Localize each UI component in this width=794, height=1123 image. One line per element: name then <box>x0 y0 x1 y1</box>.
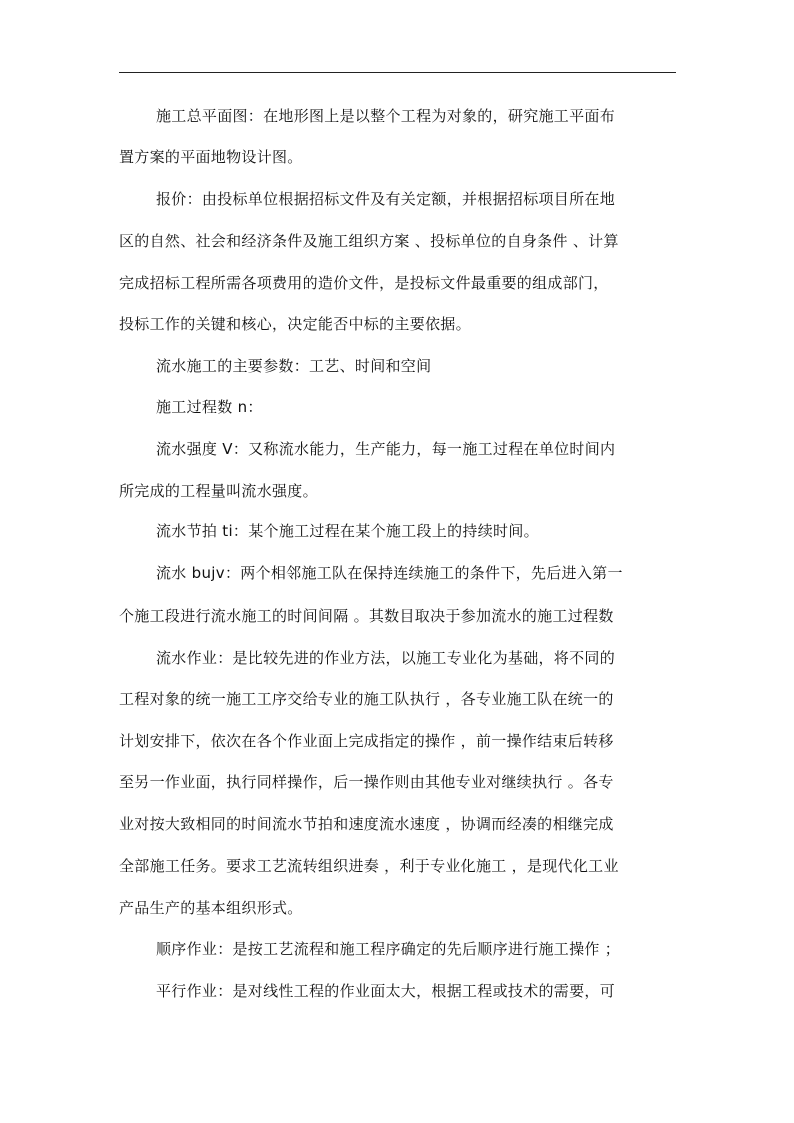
text-line: 产品生产的基本组织形式。 <box>119 899 303 917</box>
text-line: 施工过程数 n： <box>156 398 263 416</box>
text-line: 所完成的工程量叫流水强度。 <box>119 482 318 500</box>
text-line: 完成招标工程所需各项费用的造价文件，是投标文件最重要的组成部门， <box>119 274 609 292</box>
header-rule <box>119 72 676 73</box>
text-line: 置方案的平面地物设计图。 <box>119 148 303 166</box>
text-line: 流水施工的主要参数：工艺、时间和空间 <box>156 357 432 375</box>
text-line: 流水节拍 ti：某个施工过程在某个施工段上的持续时间。 <box>156 522 539 540</box>
text-line: 计划安排下，依次在各个作业面上完成指定的操作 ，前一操作结束后转移 <box>119 732 614 750</box>
text-line: 顺序作业：是按工艺流程和施工程序确定的先后顺序进行施工操作 ； <box>156 940 621 958</box>
text-line: 施工总平面图：在地形图上是以整个工程为对象的，研究施工平面布 <box>156 107 616 125</box>
text-line: 全部施工任务。要求工艺流转组织进奏 ，利于专业化施工 ，是现代化工业 <box>119 857 619 875</box>
text-line: 流水 bujv：两个相邻施工队在保持连续施工的条件下，先后进入第一 <box>156 564 623 582</box>
text-line: 至另一作业面，执行同样操作，后一操作则由其他专业对继续执行 。各专 <box>119 773 614 791</box>
text-line: 流水强度 V：又称流水能力，生产能力，每一施工过程在单位时间内 <box>156 440 616 458</box>
text-line: 业对按大致相同的时间流水节拍和速度流水速度 ，协调而经凑的相继完成 <box>119 815 614 833</box>
text-line: 工程对象的统一施工工序交给专业的施工队执行 ，各专业施工队在统一的 <box>119 690 614 708</box>
text-line: 个施工段进行流水施工的时间间隔 。其数目取决于参加流水的施工过程数 <box>119 607 614 625</box>
text-line: 报价：由投标单位根据招标文件及有关定额，并根据招标项目所在地 <box>156 190 616 208</box>
text-line: 流水作业：是比较先进的作业方法，以施工专业化为基础，将不同的 <box>156 649 616 667</box>
text-line: 区的自然、社会和经济条件及施工组织方案 、投标单位的自身条件 、计算 <box>119 232 619 250</box>
text-line: 平行作业：是对线性工程的作业面太大，根据工程或技术的需要，可 <box>156 982 616 1000</box>
text-line: 投标工作的关键和核心，决定能否中标的主要依据。 <box>119 315 471 333</box>
